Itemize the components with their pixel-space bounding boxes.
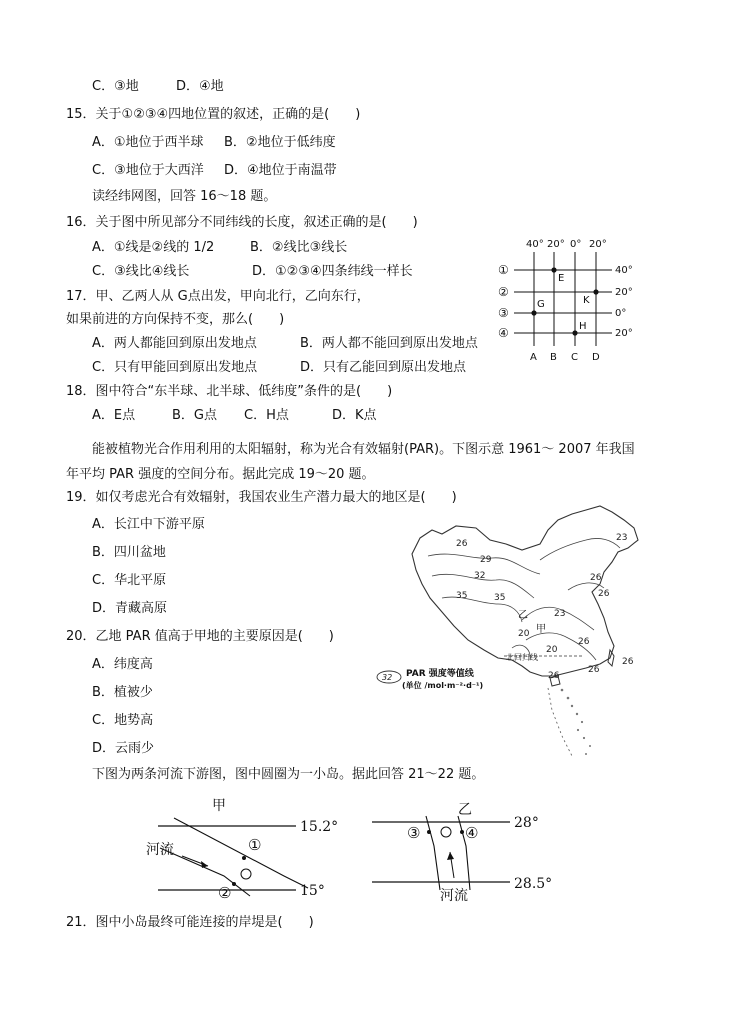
- top-label-20: 20°: [547, 239, 565, 250]
- lat-bottom-label: 15°: [300, 883, 325, 899]
- place-yi: 乙: [518, 610, 528, 621]
- q15-option-b: B．②地位于低纬度: [224, 135, 336, 150]
- river-yi-figure: [370, 792, 566, 904]
- q17-option-c: C．只有甲能回到原出发地点: [92, 360, 258, 375]
- point-h: [572, 330, 577, 335]
- bank-4-label: ④: [465, 824, 479, 842]
- q17-option-a: A．两人都能回到原出发地点: [92, 336, 257, 351]
- q17-option-d: D．只有乙能回到原出发地点: [300, 360, 467, 375]
- contour-label: 20: [518, 629, 530, 639]
- bank-2-label: ②: [218, 884, 232, 902]
- river-jia-title: 甲: [212, 798, 226, 814]
- island-circle: [241, 869, 251, 879]
- river-label: 河流: [146, 842, 174, 858]
- contour-label: 26: [588, 665, 600, 675]
- place-jia: 甲: [536, 624, 546, 635]
- point-e: [551, 267, 556, 272]
- contour-label: 26: [578, 637, 590, 647]
- row-label-4: ④: [498, 326, 509, 340]
- q16-option-d: D．①②③④四条纬线一样长: [252, 264, 413, 279]
- river-jia-figure: [138, 792, 360, 904]
- q19-option-b: B．四川盆地: [92, 545, 166, 560]
- bottom-label-b: B: [550, 352, 557, 363]
- point-k: [593, 289, 598, 294]
- q19-stem: 19．如仅考虑光合有效辐射，我国农业生产潜力最大的地区是( ): [66, 490, 457, 505]
- point-e-label: E: [558, 273, 565, 284]
- point-h-label: H: [579, 321, 587, 332]
- bank-1-label: ①: [248, 836, 262, 854]
- bank-point-1: [242, 856, 246, 860]
- contour-label: 26: [598, 589, 610, 599]
- contour-label: 26: [590, 573, 602, 583]
- legend-unit: (单位 /mol·m⁻²·d⁻¹): [402, 681, 484, 690]
- q19-option-a: A．长江中下游平原: [92, 517, 205, 532]
- bank-point-2: [232, 882, 236, 886]
- right-label-0: 0°: [615, 308, 627, 319]
- q16-option-a: A．①线是②线的 1/2: [92, 240, 215, 255]
- q18-option-c: C．H点: [244, 408, 289, 423]
- top-label-40: 40°: [526, 239, 544, 250]
- q16-option-c: C．③线比④线长: [92, 264, 190, 279]
- contour-label: 35: [456, 591, 468, 601]
- q16-option-b: B．②线比③线长: [250, 240, 348, 255]
- q20-option-a: A．纬度高: [92, 657, 153, 672]
- q20-option-d: D．云雨少: [92, 741, 155, 756]
- top-label-20b: 20°: [589, 239, 607, 250]
- point-g-label: G: [537, 299, 545, 310]
- lat-top-label: 28°: [514, 815, 539, 831]
- q15-stem: 15．关于①②③④四地位置的叙述，正确的是( ): [66, 107, 361, 122]
- q18-option-b: B．G点: [172, 408, 217, 423]
- bank-point-3: [427, 830, 431, 834]
- row-label-3: ③: [498, 306, 509, 320]
- q20-stem: 20．乙地 PAR 值高于甲地的主要原因是( ): [66, 629, 334, 644]
- q14-option-d: D．④地: [176, 79, 224, 94]
- q18-option-a: A．E点: [92, 408, 136, 423]
- top-label-0: 0°: [570, 239, 582, 250]
- lat-top-label: 15.2°: [300, 819, 339, 835]
- river-bank-left: [426, 816, 440, 890]
- river-yi-title: 乙: [458, 802, 472, 818]
- q19-option-c: C．华北平原: [92, 573, 167, 588]
- bank-point-4: [460, 830, 464, 834]
- legend-title: PAR 强度等值线: [406, 669, 474, 679]
- bottom-label-a: A: [530, 352, 537, 363]
- contour-label: 23: [554, 609, 566, 619]
- q18-stem: 18．图中符合“东半球、北半球、低纬度”条件的是( ): [66, 384, 393, 399]
- contour-label: 35: [494, 593, 506, 603]
- q17-option-b: B．两人都不能回到原出发地点: [300, 336, 478, 351]
- contour-label: 26: [622, 657, 634, 667]
- row-label-1: ①: [498, 263, 509, 277]
- contour-label: 26: [548, 671, 560, 681]
- island-circle: [441, 827, 451, 837]
- q17-stem-line2: 如果前进的方向保持不变，那么( ): [66, 312, 285, 327]
- tropic-label: 北回归线: [506, 653, 538, 662]
- q20-option-b: B．植被少: [92, 685, 153, 700]
- taiwan-island: [608, 650, 614, 666]
- q17-stem-line1: 17．甲、乙两人从 G点出发，甲向北行，乙向东行，: [66, 289, 370, 304]
- intro-21-22: 下图为两条河流下游图，图中圆圈为一小岛。据此回答 21～22 题。: [92, 767, 485, 782]
- point-g: [531, 310, 536, 315]
- contour-label: 23: [616, 533, 628, 543]
- q20-option-c: C．地势高: [92, 713, 154, 728]
- intro-19-20-line1: 能被植物光合作用利用的太阳辐射，称为光合有效辐射(PAR)。下图示意 1961～ 2007 年我国: [92, 442, 635, 457]
- river-label: 河流: [440, 888, 468, 904]
- right-label-20: 20°: [615, 287, 633, 298]
- right-label-20b: 20°: [615, 328, 633, 339]
- intro-16-18: 读经纬网图，回答 16～18 题。: [92, 189, 277, 204]
- intro-19-20-line2: 年平均 PAR 强度的空间分布。据此完成 19～20 题。: [66, 467, 375, 482]
- row-label-2: ②: [498, 285, 509, 299]
- q15-option-a: A．①地位于西半球: [92, 135, 204, 150]
- q15-option-d: D．④地位于南温带: [224, 163, 337, 178]
- contour-label: 26: [456, 539, 468, 549]
- q15-option-c: C．③地位于大西洋: [92, 163, 204, 178]
- contour-label: 20: [546, 645, 558, 655]
- contour-label: 29: [480, 555, 492, 565]
- bank-3-label: ③: [407, 824, 421, 842]
- q18-option-d: D．K点: [332, 408, 377, 423]
- q14-option-c: C．③地: [92, 79, 139, 94]
- china-par-map: [372, 500, 672, 764]
- point-k-label: K: [583, 295, 590, 306]
- q21-stem: 21．图中小岛最终可能连接的岸堤是( ): [66, 915, 314, 930]
- right-label-40: 40°: [615, 265, 633, 276]
- bottom-label-c: C: [571, 352, 578, 363]
- legend-value: 32: [382, 673, 393, 682]
- river-bank-upper: [174, 818, 308, 888]
- contour-label: 32: [474, 571, 486, 581]
- bottom-label-d: D: [592, 352, 600, 363]
- graticule-figure: [492, 234, 642, 364]
- q19-option-d: D．青藏高原: [92, 601, 168, 616]
- lat-bottom-label: 28.5°: [514, 876, 553, 892]
- q16-stem: 16．关于图中所见部分不同纬线的长度，叙述正确的是( ): [66, 215, 418, 230]
